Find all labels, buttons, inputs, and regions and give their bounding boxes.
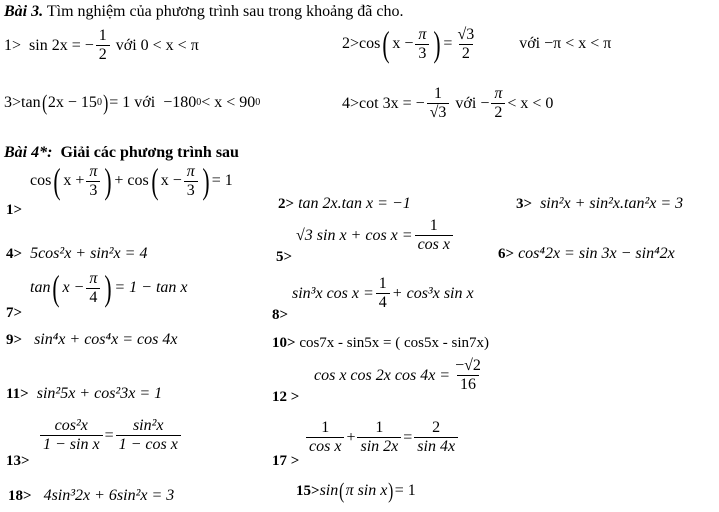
- bai4-instruction: Giải các phương trình sau: [60, 144, 239, 161]
- problem-number: 9>: [6, 332, 23, 348]
- problem-number: 4>: [6, 246, 23, 262]
- problem-number: 1>: [6, 202, 23, 218]
- bai4-heading: Bài 4*:: [4, 144, 53, 161]
- problem-number: 1>: [4, 36, 22, 54]
- problem-number: 4>: [342, 94, 360, 112]
- bai4-problem-13: $\frac{\text{cos²x}}{\text{1 − sin x}}$ = $\frac{\text{sin²x}}{\text{1 − cos x}}$: [38, 418, 183, 453]
- equation-lhs: cos: [359, 35, 381, 52]
- bai3-problem-3: 3> tan ( 2x − 15 0 ) = 1 với −180 0 < x < 90 0: [4, 90, 261, 115]
- equation-lhs: cot 3x = −: [359, 94, 425, 112]
- bai4-problem-6: 6> cos⁴2x = sin 3x − sin⁴2x: [498, 245, 675, 262]
- fraction: $\frac{\pi}{3}$: [415, 27, 429, 62]
- bai4-problem-9: 9> sin⁴x + cos⁴x = cos 4x: [6, 331, 178, 348]
- condition: với 0 < x < π: [115, 36, 199, 54]
- fraction: $\frac{1}{2}$: [96, 28, 110, 63]
- problem-number: 3>: [4, 94, 22, 111]
- problem-number: 18>: [8, 488, 32, 504]
- bai4-problem-17: $\frac{1}{\text{cos x}}$ + $\frac{1}{\sin 2x}$ = $\frac{2}{\sin 4x}$: [304, 420, 460, 455]
- bai4-problem-12: cos x cos 2x cos 4x = $\frac{-√2}{16}$: [314, 357, 481, 393]
- condition: với −π < x < π: [519, 35, 612, 52]
- bai4-problem-3: 3> sin²x + sin²x.tan²x = 3: [516, 195, 684, 212]
- bai4-problem-15: 15> sin ( π sin x ) = 1: [296, 478, 416, 503]
- bai3-heading-line: [4, 4, 403, 20]
- bai4-problem-18: 18> 4sin³2x + 6sin²x = 3: [8, 487, 175, 504]
- problem-number: 13>: [6, 453, 30, 469]
- fraction: $\frac{√3}{2}$: [457, 25, 475, 62]
- problem-number: 10>: [272, 335, 296, 351]
- problem-number: 15>: [296, 482, 320, 499]
- bai3-problem-2: 2> cos ( x − $\frac{\pi}{3}$ ) = $\frac{√3}{2}$ với −π < x < π: [342, 24, 612, 64]
- bai4-problem-1: cos ( x + $\frac{\pi}{3}$ ) + cos ( x − $\frac{\pi}{3}$ ) = 1: [30, 161, 233, 201]
- bai4-problem-2: 2> tan 2x.tan x = −1: [278, 195, 411, 212]
- bai3-problem-4: 4> cot 3x = − $\frac{1}{√3}$ với − $\frac{\pi}{2}$ < x < 0: [342, 85, 554, 121]
- problem-number: 17 >: [272, 453, 300, 469]
- bai4-problem-10: 10> cos7x - sin5x = ( cos5x - sin7x): [272, 335, 490, 351]
- bai4-problem-8: sin³x cos x = $\frac{1}{4}$ + cos³x sin x: [292, 275, 474, 311]
- problem-number: 8>: [272, 307, 289, 323]
- problem-number: 7>: [6, 305, 23, 321]
- bai3-instruction: Tìm nghiệm của phương trình sau trong khoảng đã cho.: [46, 3, 404, 20]
- bai3-heading: Bài 3.: [4, 3, 44, 20]
- problem-number: 2>: [342, 35, 360, 52]
- problem-number: 2>: [278, 196, 295, 212]
- fraction: $\frac{1}{√3}$: [427, 86, 450, 121]
- bai4-problem-7: tan ( x − $\frac{\pi}{4}$ ) = 1 − tan x: [30, 268, 188, 308]
- bai3-problem-1: [4, 28, 199, 63]
- problem-number: 5>: [276, 249, 293, 265]
- bai4-problem-11: 11> sin²5x + cos²3x = 1: [6, 385, 163, 402]
- equation-lhs: sin 2x = −: [29, 36, 94, 54]
- problem-number: 6>: [498, 246, 515, 262]
- problem-number: 3>: [516, 196, 533, 212]
- fraction: $\frac{\pi}{2}$: [491, 86, 505, 121]
- equation-lhs: tan: [21, 94, 41, 111]
- problem-number: 12 >: [272, 389, 300, 405]
- bai4-problem-4: 4> 5cos²x + sin²x = 4: [6, 245, 148, 262]
- bai4-heading-line: [4, 145, 239, 161]
- bai4-problem-5: √3 sin x + cos x = $\frac{1}{\text{cos x}}$: [296, 218, 455, 253]
- problem-number: 11>: [6, 386, 29, 402]
